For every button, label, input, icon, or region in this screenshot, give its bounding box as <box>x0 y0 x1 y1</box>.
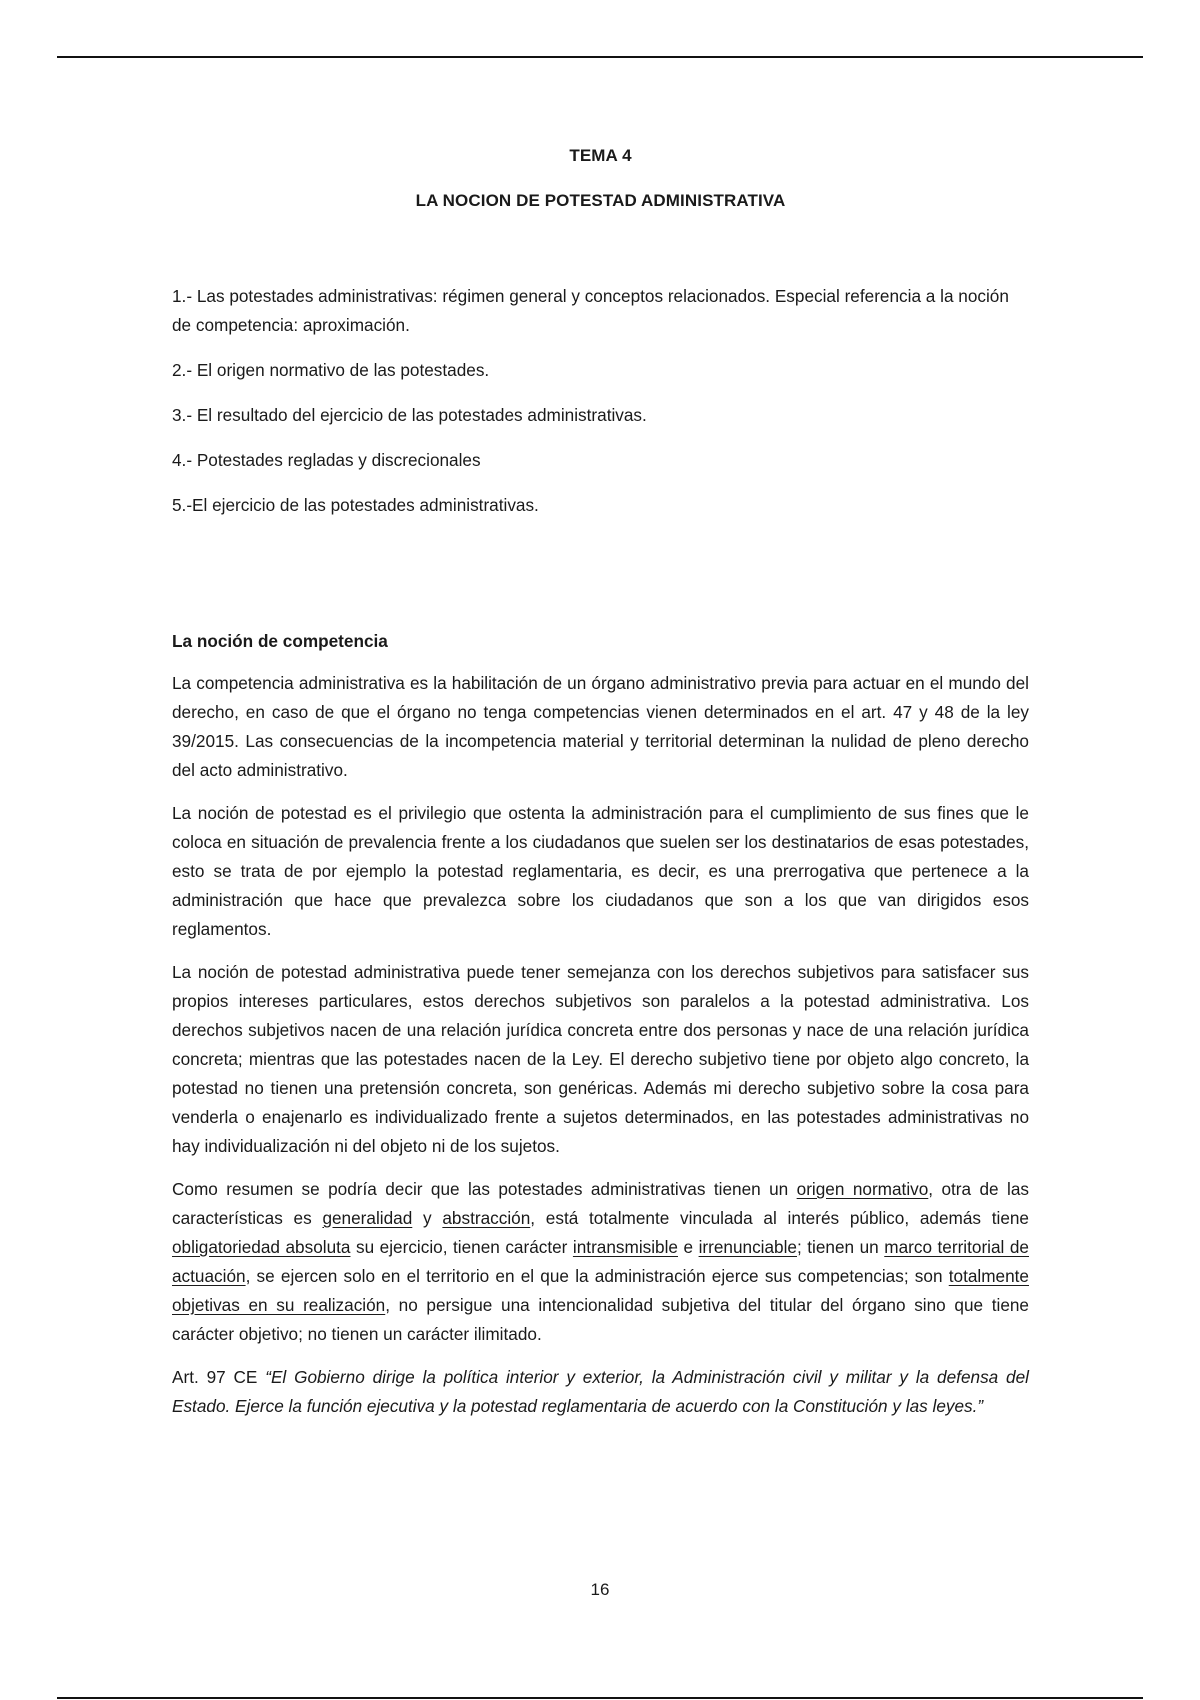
quote-paragraph <box>172 1363 1029 1421</box>
topic-item-1: 1.- Las potestades administrativas: régimen general y conceptos relacionados. Especial referencia a la noción de competencia: aproximación. <box>172 286 1009 335</box>
paragraph-derechos-subjetivos: La noción de potestad administrativa puede tener semejanza con los derechos subjetivos para satisfacer sus propios intereses particulares, estos derechos subjetivos son paralelos a la potestad administrativa. Los derechos subjetivos nacen de una relación jurídica concreta entre dos personas y nace de una relación jurídica concreta; mientras que las potestades nacen de la Ley. El derecho subjetivo tiene por objeto algo concreto, la potestad no tienen una pretensión concreta, son genéricas. Además mi derecho subjetivo sobre la cosa para venderla o enajenarlo es individualizado frente a sujetos determinados, en las potestades administrativas no hay individualización ni del objeto ni de los sujetos. <box>172 962 1029 1156</box>
bottom-rule <box>57 1697 1143 1699</box>
resumen-text: , no persigue una intencionalidad subjetiva del titular del órgano sino que tiene carácter objetivo; no tienen un carácter ilimitado. <box>172 1295 1029 1344</box>
topic-index <box>172 282 1029 536</box>
resumen-text: , se ejercen solo en el territorio en el que la administración ejerce sus competencias; son <box>245 1266 949 1286</box>
underlined-term: intransmisible <box>572 1237 678 1257</box>
topic-item-5: 5.-El ejercicio de las potestades administrativas. <box>172 495 539 515</box>
underlined-term: generalidad <box>322 1208 413 1228</box>
section-competencia <box>172 628 1029 1435</box>
resumen-text: , está totalmente vinculada al interés público, además tiene <box>530 1208 1029 1228</box>
underlined-term: abstracción <box>442 1208 531 1228</box>
page-subtitle: LA NOCION DE POTESTAD ADMINISTRATIVA <box>415 191 786 210</box>
paragraph-potestad: La noción de potestad es el privilegio que ostenta la administración para el cumplimiento de sus fines que le coloca en situación de prevalencia frente a los ciudadanos que suelen ser los destinatarios de esas potestades, esto se trata de por ejemplo la potestad reglamentaria, es decir, es una prerrogativa que pertenece a la administración que hace que prevalezca sobre los ciudadanos que son a los que van dirigidos esos reglamentos. <box>172 803 1029 939</box>
paragraph-competencia: La competencia administrativa es la habilitación de un órgano administrativo previa para actuar en el mundo del derecho, en caso de que el órgano no tenga competencias vienen determinados en el art. 47 y 48 de la ley 39/2015. Las consecuencias de la incompetencia material y territorial determinan la nulidad de pleno derecho del acto administrativo. <box>172 673 1029 780</box>
resumen-text: e <box>678 1237 699 1257</box>
topic-item-4: 4.- Potestades regladas y discrecionales <box>172 450 481 470</box>
underlined-term: origen normativo <box>796 1179 929 1199</box>
paragraph-resumen <box>172 1175 1029 1349</box>
underlined-term: totalmente objetivas en su realización <box>172 1266 1029 1315</box>
topic-item-3: 3.- El resultado del ejercicio de las potestades administrativas. <box>172 405 647 425</box>
quote-reference: Art. 97 CE <box>172 1367 266 1387</box>
page-number: 16 <box>590 1580 610 1599</box>
underlined-term: irrenunciable <box>698 1237 797 1257</box>
underlined-term: marco territorial de actuación <box>172 1237 1029 1286</box>
section-title: La noción de competencia <box>172 631 388 651</box>
resumen-text: , otra de las características es <box>172 1179 1029 1228</box>
resumen-text: Como resumen se podría decir que las potestades administrativas tienen un <box>172 1179 797 1199</box>
resumen-text: ; tienen un <box>797 1237 885 1257</box>
resumen-text: y <box>412 1208 443 1228</box>
resumen-text: su ejercicio, tienen carácter <box>350 1237 573 1257</box>
top-rule <box>57 56 1143 58</box>
quote-text: “El Gobierno dirige la política interior y exterior, la Administración civil y militar y la defensa del Estado. Ejerce la función ejecutiva y la potestad reglamentaria de acuerdo con la Constitución y las leyes.” <box>172 1367 1029 1416</box>
page-title: TEMA 4 <box>569 146 632 165</box>
topic-item-2: 2.- El origen normativo de las potestades. <box>172 360 490 380</box>
underlined-term: obligatoriedad absoluta <box>172 1237 351 1257</box>
